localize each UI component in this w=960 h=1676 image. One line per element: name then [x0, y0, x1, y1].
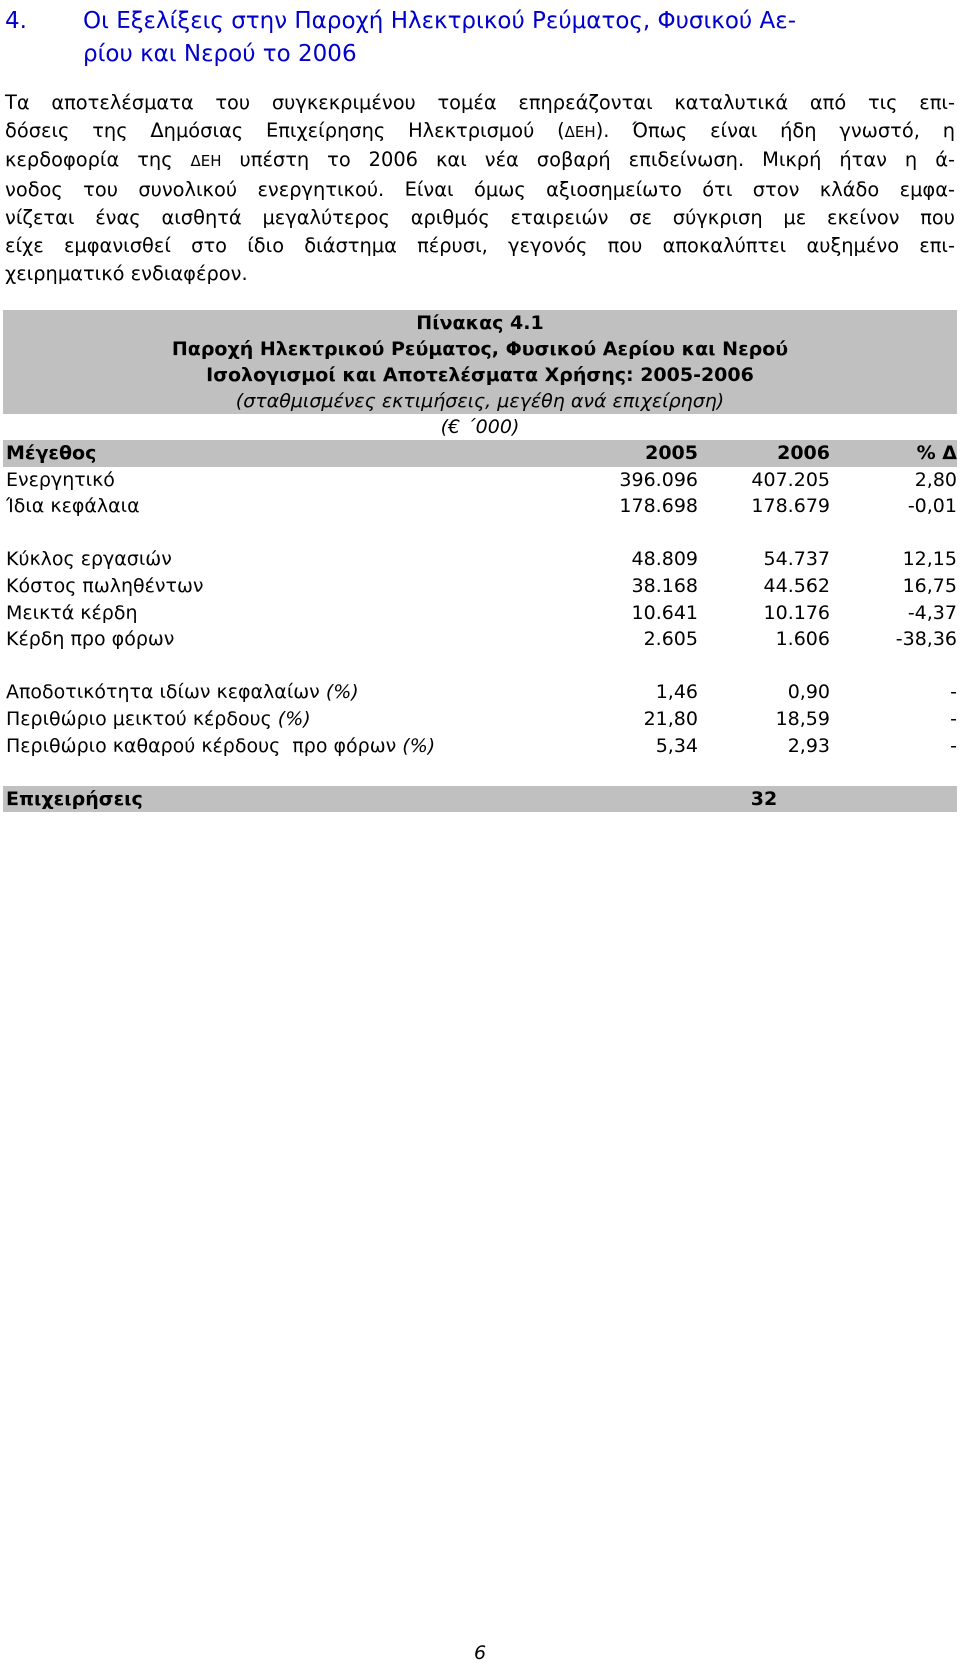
header-2005: 2005	[645, 442, 698, 464]
row-label-text: Αποδοτικότητα ιδίων κεφαλαίων	[6, 681, 320, 704]
table-row	[3, 493, 957, 520]
cell-pct: -	[950, 707, 957, 730]
table-row	[3, 546, 957, 573]
cell-2005: 178.698	[619, 495, 698, 518]
paragraph-line: νίζεται ένας αισθητά μεγαλύτερος αριθμός εταιρειών σε σύγκριση με εκείνον που	[5, 205, 955, 229]
cell-2006: 44.562	[763, 574, 830, 597]
paragraph-line: είχε εμφανισθεί στο ίδιο διάστημα πέρυσι, γεγονός που αποκαλύπτει αυξημένο επι-	[5, 234, 955, 258]
cell-pct: -	[950, 734, 957, 757]
paragraph-text: κερδοφορία της	[5, 148, 191, 172]
cell-pct: 2,80	[914, 468, 957, 491]
table-caption: Πίνακας 4.1	[416, 312, 544, 334]
table-title: Παροχή Ηλεκτρικού Ρεύματος, Φυσικού Αερίου και Νερού	[171, 338, 789, 360]
cell-2006: 10.176	[763, 601, 830, 624]
row-label: Κύκλος εργασιών	[6, 548, 172, 571]
paragraph-text: υπέστη το 2006 και νέα σοβαρή επιδείνωση. Μικρή ήταν η ά-	[221, 148, 955, 172]
table-spacer	[3, 759, 957, 786]
row-label: Ίδια κεφάλαια	[6, 495, 140, 518]
row-label-text: Περιθώριο μεικτού κέρδους	[6, 707, 272, 730]
row-label: Κέρδη προ φόρων	[6, 628, 175, 651]
cell-2005: 38.168	[631, 574, 698, 597]
cell-pct: 12,15	[902, 548, 957, 571]
cell-2005: 2.605	[643, 628, 698, 651]
body-paragraph	[5, 89, 955, 288]
table-row	[3, 679, 957, 706]
cell-2005: 1,46	[655, 681, 698, 704]
cell-2006: 54.737	[763, 548, 830, 571]
paragraph-line	[5, 117, 955, 146]
row-label	[3, 679, 566, 706]
footer-empty	[566, 786, 698, 813]
section-title-line-1: Οι Εξελίξεις στην Παροχή Ηλεκτρικού Ρεύματος, Φυσικού Αε-	[83, 8, 796, 34]
table-subtitle: Ισολογισμοί και Αποτελέσματα Χρήσης: 2005-2006	[206, 364, 754, 386]
cell-pct: -	[950, 681, 957, 704]
paragraph-text: ). Όπως είναι ήδη γνωστό, η	[595, 119, 955, 143]
page-number: 6	[473, 1642, 487, 1664]
row-label: Μεικτά κέρδη	[6, 601, 138, 624]
row-label-unit: (%)	[402, 734, 436, 757]
cell-2006: 2,93	[787, 734, 830, 757]
abbreviation: ΔΕΗ	[190, 152, 222, 171]
cell-2005: 10.641	[631, 601, 698, 624]
footer-label: Επιχειρήσεις	[6, 787, 143, 810]
table-header-row	[3, 440, 957, 467]
footer-empty	[830, 786, 957, 813]
table-row	[3, 706, 957, 733]
row-label: Ενεργητικό	[6, 468, 115, 491]
row-label-unit: (%)	[277, 707, 311, 730]
header-pct-change: % Δ	[916, 442, 957, 464]
cell-pct: 16,75	[902, 574, 957, 597]
section-title	[83, 5, 955, 71]
cell-2006: 0,90	[787, 681, 830, 704]
row-label-text: Περιθώριο καθαρού κέρδους προ φόρων	[6, 734, 397, 757]
cell-pct: -4,37	[907, 601, 957, 624]
table-row	[3, 626, 957, 653]
table-footer-row	[3, 786, 957, 813]
row-label: Κόστος πωληθέντων	[6, 574, 204, 597]
table-spacer	[3, 653, 957, 680]
cell-2005: 48.809	[631, 548, 698, 571]
cell-pct: -38,36	[895, 628, 957, 651]
paragraph-text: δόσεις της Δημόσιας Επιχείρησης Ηλεκτρισμού (	[5, 119, 565, 143]
row-label-unit: (%)	[325, 681, 359, 704]
paragraph-line: χειρηματικό ενδιαφέρον.	[5, 262, 248, 286]
cell-2006: 18,59	[775, 707, 830, 730]
abbreviation: ΔΕΗ	[564, 123, 596, 142]
cell-2005: 5,34	[655, 734, 698, 757]
table-row	[3, 467, 957, 494]
financial-table	[3, 310, 957, 812]
cell-2006: 407.205	[751, 468, 830, 491]
footer-value: 32	[750, 787, 778, 810]
paragraph-line	[5, 146, 955, 175]
table-note: (σταθμισμένες εκτιμήσεις, μεγέθη ανά επιχείρηση)	[235, 390, 725, 412]
section-title-line-2: ρίου και Νερού το 2006	[83, 41, 357, 67]
table-title-block	[3, 310, 957, 414]
paragraph-line: νοδος του συνολικού ενεργητικού. Είναι όμως αξιοσημείωτο ότι στον κλάδο εμφα-	[5, 177, 955, 201]
table-row	[3, 573, 957, 600]
table-unit: (€ ΄000)	[440, 416, 520, 438]
paragraph-line: Τα αποτελέσματα του συγκεκριμένου τομέα επηρεάζονται καταλυτικά από τις επι-	[5, 91, 955, 114]
cell-2005: 396.096	[619, 468, 698, 491]
cell-2006: 178.679	[751, 495, 830, 518]
row-label	[3, 706, 566, 733]
row-label	[3, 733, 566, 760]
table-row	[3, 600, 957, 627]
table-spacer	[3, 520, 957, 547]
cell-2006: 1.606	[775, 628, 830, 651]
header-metric: Μέγεθος	[6, 442, 97, 464]
section-heading	[5, 5, 955, 71]
cell-2005: 21,80	[643, 707, 698, 730]
cell-pct: -0,01	[907, 495, 957, 518]
section-number: 4.	[5, 8, 27, 34]
table-row	[3, 733, 957, 760]
header-2006: 2006	[777, 442, 830, 464]
